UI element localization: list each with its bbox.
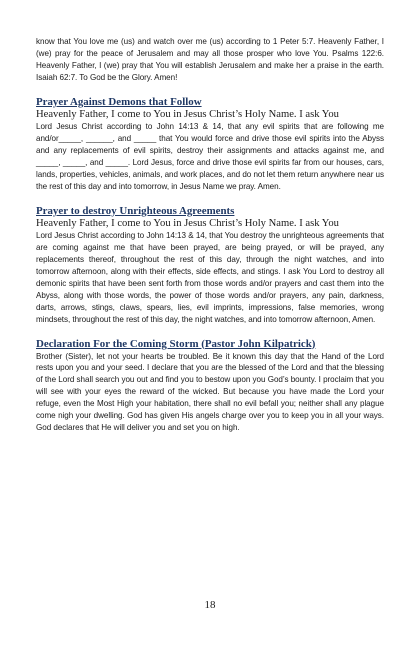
intro-paragraph: know that You love me (us) and watch over me (us) according to 1 Peter 5:7. Heavenly Father, I (we) pray for the peace of Jerusalem and may all those prosper who love You. Psalms 122:6. Heavenly Father, I (we) pray that You will establish Jerusalem and make her a praise in the earth. Isaiah 62:7. To God be the Glory. Amen! bbox=[36, 37, 384, 82]
section-body: Brother (Sister), let not your hearts be troubled. Be it known this day that the Hand of the Lord rests upon you and your seed. I declare that you are the blessed of the Lord and that the blessing of the Lord shall search you out and find you to bestow upon you God’s bounty. I proclaim that you will see with your eyes the reward of the wicked. But because you have made the Lord your refuge, even the Most High your habitation, there shall no evil befall you; neither shall any plague come nigh your dwelling. God has given His angels charge over you to keep you in all your ways. God declares that He will deliver you and set you on high. bbox=[36, 351, 384, 432]
page-number: 18 bbox=[204, 599, 216, 611]
section-title: Prayer Against Demons that Follow bbox=[36, 95, 202, 108]
section-unrighteous-agreements bbox=[36, 205, 384, 326]
section-body: Lord Jesus Christ according to John 14:13 & 14, that You destroy the unrighteous agreements that are coming against me that have been prayed, are being prayed, or will be prayed, any replacements thereof, throughout the rest of this day, through the night watches, and into tomorrow afternoon, along with their effects, side effects, and stings. I ask You Lord to destroy all demonic spirits that have been sent forth from those words and/or prayers and cast them into the Abyss, along with those words, the power of those words and/or prayers, any pain, darkness, darts, arrows, stings, claws, spears, lies, evil imprints, impressions, false memories, wrong mindsets, throughout the rest of this day, the night watches, and into tomorrow afternoon, Amen. bbox=[36, 231, 384, 324]
section-title: Declaration For the Coming Storm (Pastor John Kilpatrick) bbox=[36, 337, 316, 350]
section-lead: Heavenly Father, I come to You in Jesus Christ’s Holy Name. I ask You bbox=[36, 108, 339, 120]
section-lead: Heavenly Father, I come to You in Jesus Christ’s Holy Name. I ask You bbox=[36, 217, 339, 229]
section-declaration-coming-storm bbox=[36, 338, 384, 434]
document-page bbox=[36, 36, 384, 434]
section-prayer-against-demons bbox=[36, 96, 384, 193]
section-title: Prayer to destroy Unrighteous Agreements bbox=[36, 204, 235, 217]
section-body: Lord Jesus Christ according to John 14:13 & 14, that any evil spirits that are following me and/or_____, ______, and _____ that You would force and drive those evil spirits into the Abyss and any replacements of evil spirits, destroy their assignments and attacks against me, and _____, _____, and _____. Lord Jesus, force and drive those evil spirits far from our houses, cars, lands, properties, vehicles, animals, and work places, and do not let them return anywhere near us the rest of this day and into tomorrow, in Jesus Name we pray. Amen. bbox=[36, 122, 384, 191]
